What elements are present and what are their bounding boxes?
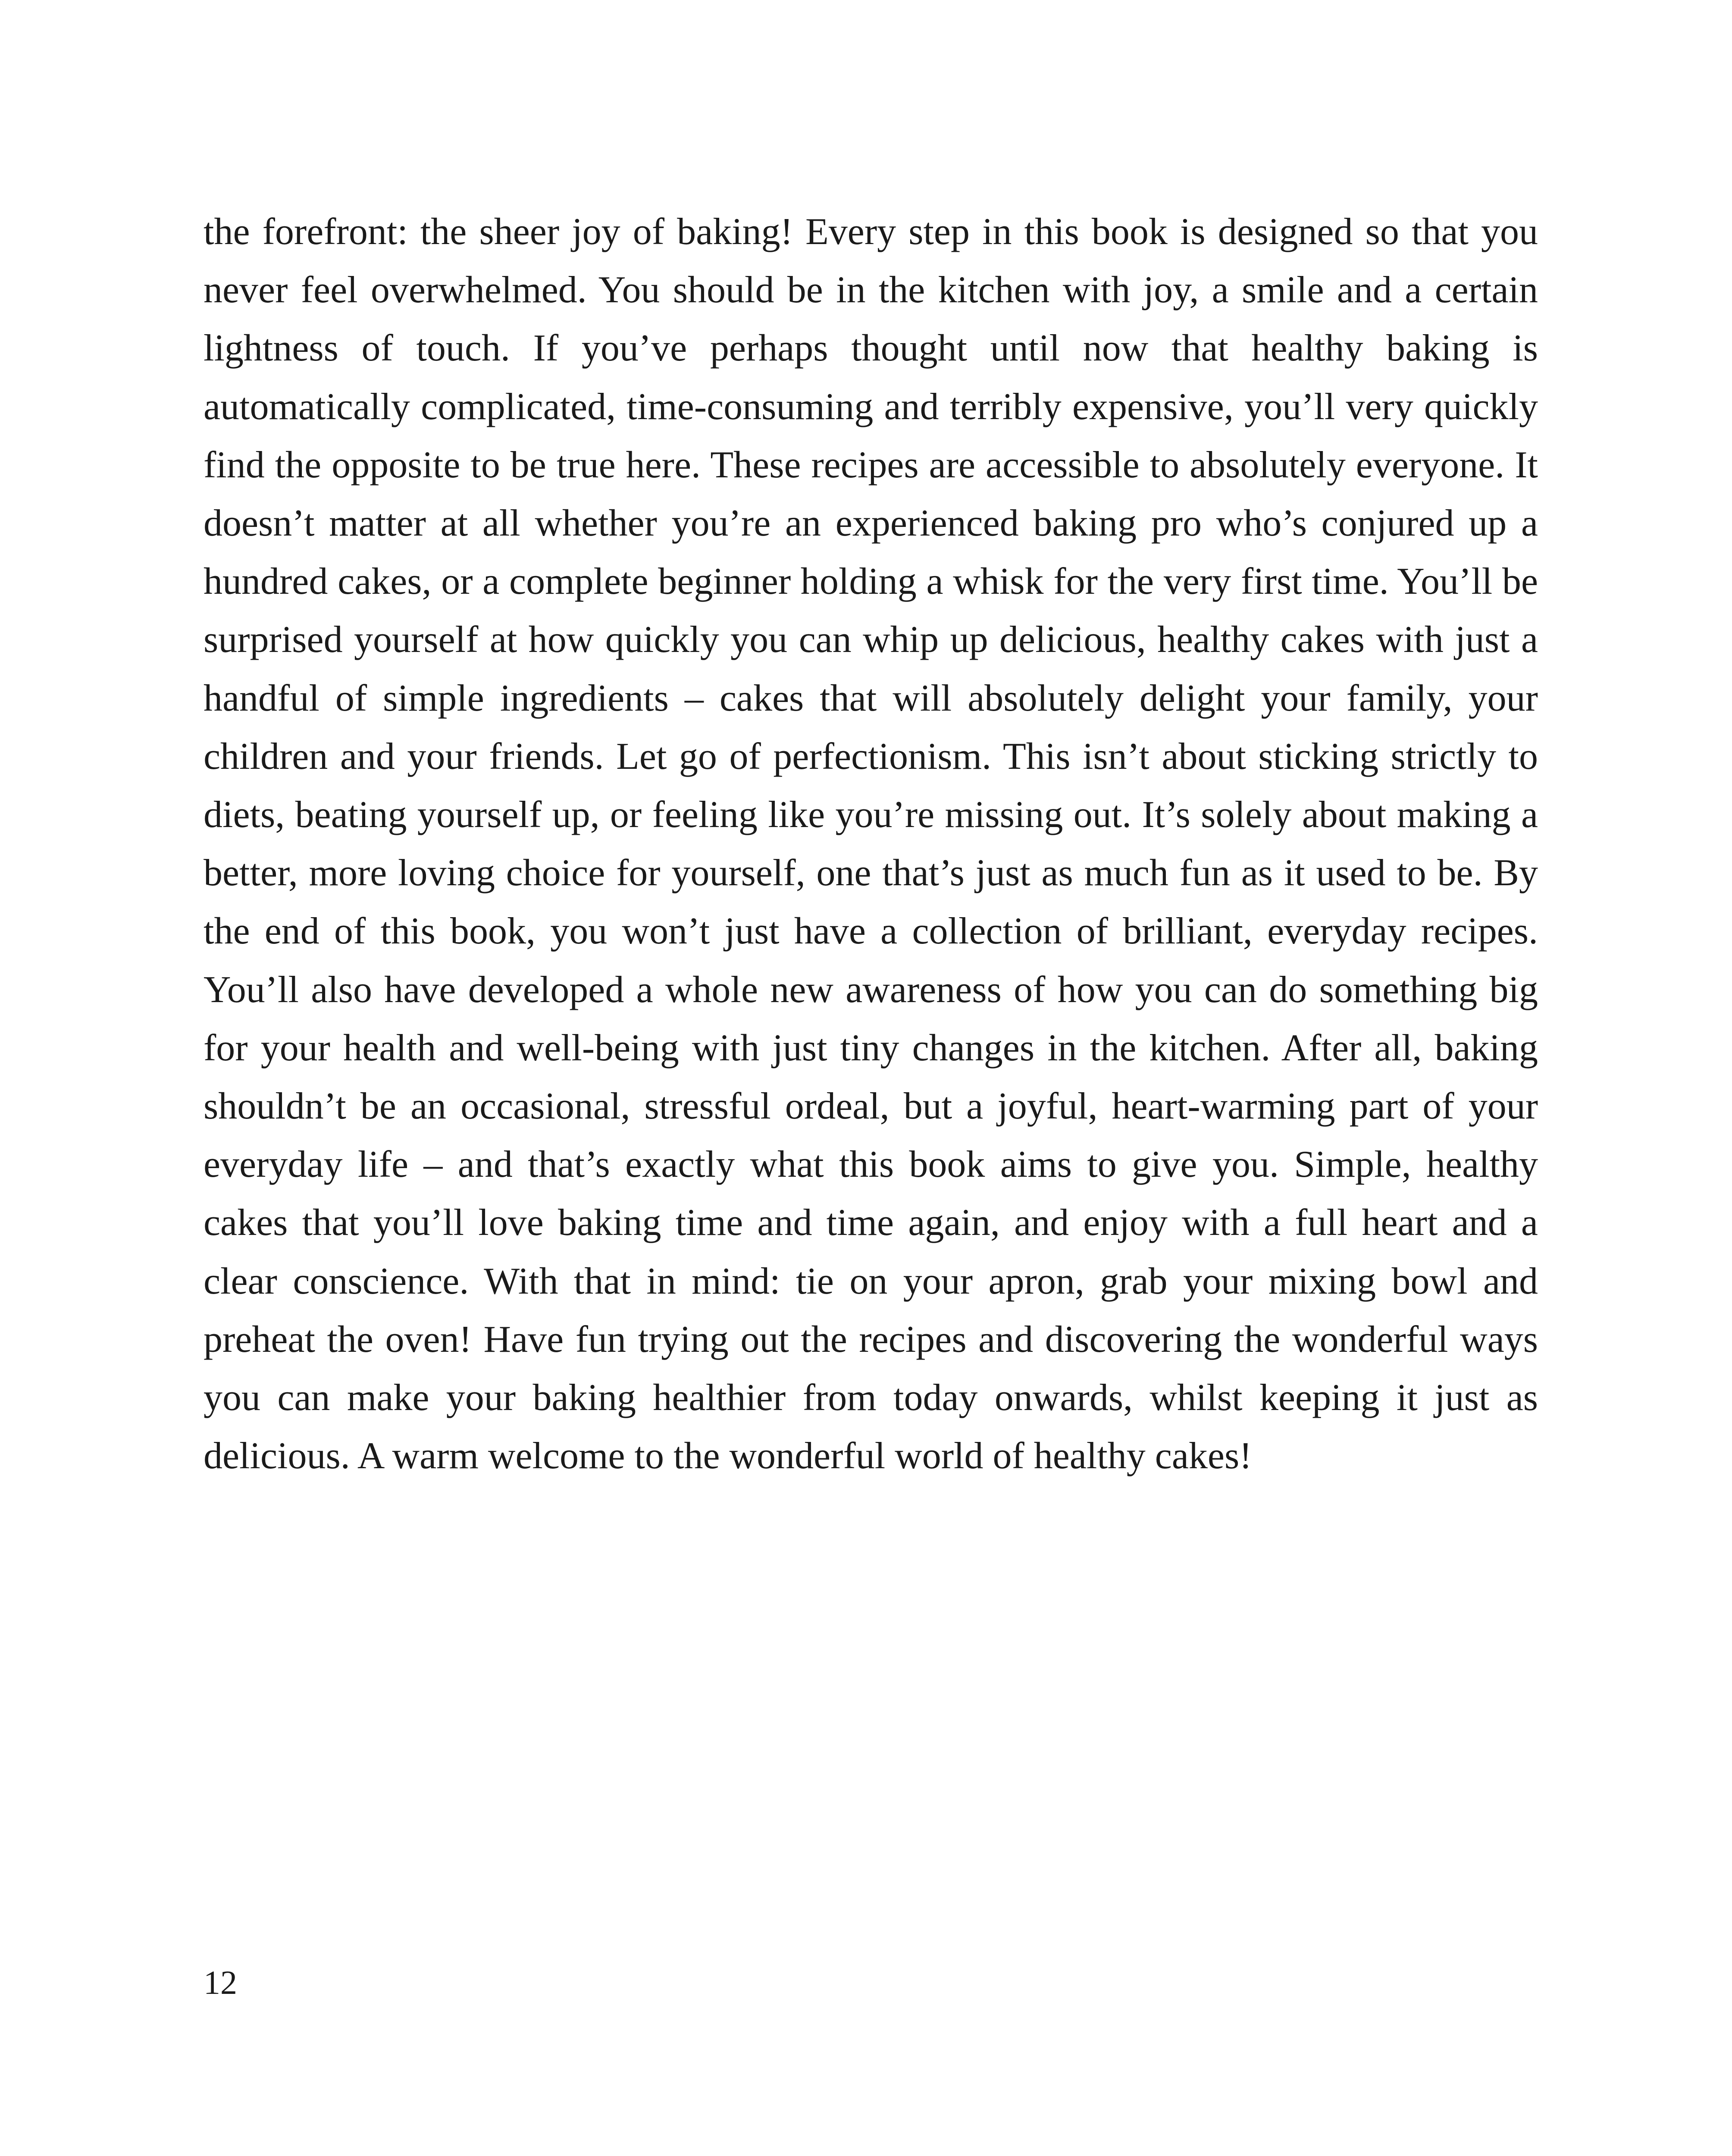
page-number: 12 bbox=[204, 1964, 237, 2001]
body-paragraph: the forefront: the sheer joy of baking! Every step in this book is designed so that you never feel overwhelmed. You should be in the kitchen with joy, a smile and a certain lightness of touch. If you’ve perhaps thought until now that healthy baking is automatically complicated, time-consuming and terribly expensive, you’ll very quickly find the opposite to be true here. These recipes are accessible to absolutely everyone. It doesn’t matter at all whether you’re an experienced baking pro who’s conjured up a hundred cakes, or a complete beginner holding a whisk for the very first time. You’ll be surprised yourself at how quickly you can whip up delicious, healthy cakes with just a handful of simple ingredients – cakes that will absolutely delight your family, your children and your friends. Let go of perfectionism. This isn’t about sticking strictly to diets, beating yourself up, or feeling like you’re missing out. It’s solely about making a better, more loving choice for yourself, one that’s just as much fun as it used to be. By the end of this book, you won’t just have a collection of brilliant, everyday recipes. You’ll also have developed a whole new awareness of how you can do something big for your health and well-being with just tiny changes in the kitchen. After all, baking shouldn’t be an occasional, stressful ordeal, but a joyful, heart-warming part of your everyday life – and that’s exactly what this book aims to give you. Simple, healthy cakes that you’ll love baking time and time again, and enjoy with a full heart and a clear conscience. With that in mind: tie on your apron, grab your mixing bowl and preheat the oven! Have fun trying out the recipes and discovering the wonderful ways you can make your baking healthier from today onwards, whilst keeping it just as delicious. A warm welcome to the wonderful world of healthy cakes! bbox=[204, 211, 1538, 1477]
